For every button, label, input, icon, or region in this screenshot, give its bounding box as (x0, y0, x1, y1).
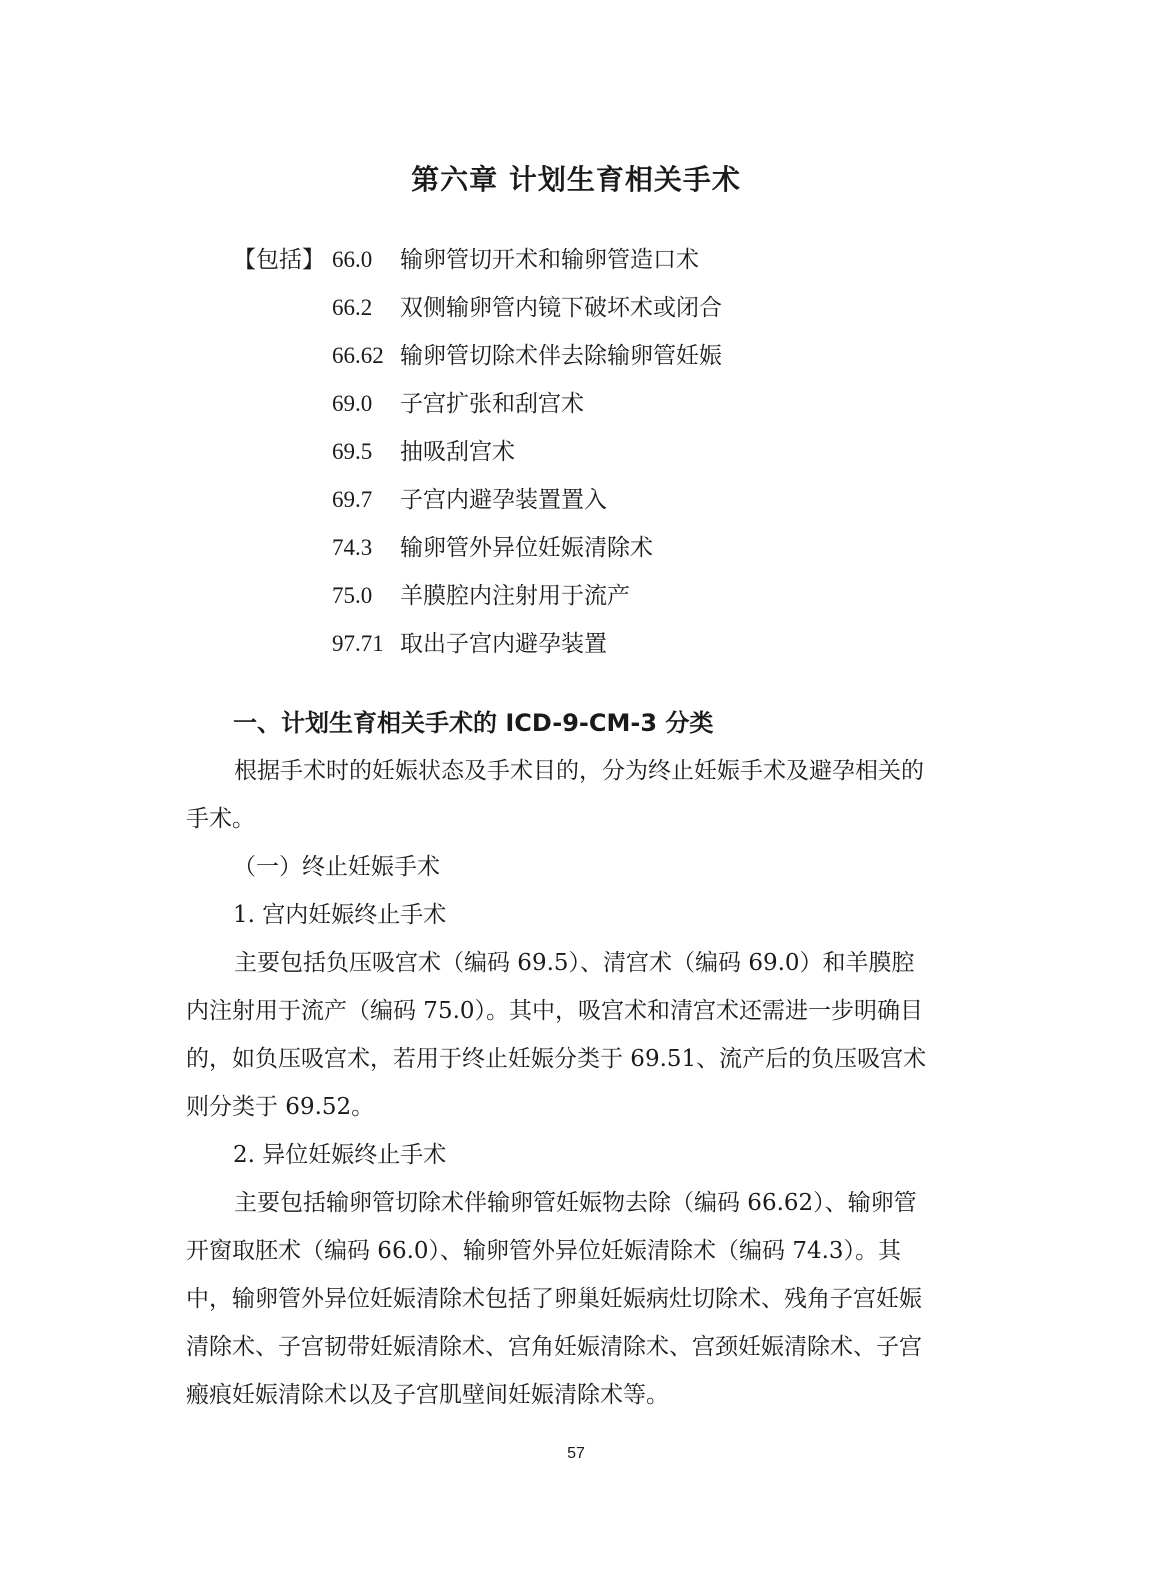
list-item (332, 380, 722, 428)
subsection-heading: （一）终止妊娠手术 (233, 854, 440, 880)
list-item (332, 284, 722, 332)
item2-title: 2. 异位妊娠终止手术 (233, 1142, 447, 1168)
procedure-code: 66.62 (332, 343, 384, 368)
list-item (332, 476, 722, 524)
item1-title: 1. 宫内妊娠终止手术 (233, 902, 447, 928)
procedure-code: 66.0 (332, 247, 373, 272)
procedure-name: 子宫扩张和刮宫术 (400, 391, 584, 417)
item1-paragraph: 主要包括负压吸宫术（编码 69.5）、清宫术（编码 69.0）和羊膜腔内注射用于流产（编码 75.0）。其中，吸宫术和清宫术还需进一步明确目的，如负压吸宫术，若用于终止妊娠分类于 69.51、流产后的负压吸宫术则分类于 69.52。 (186, 950, 927, 1120)
list-item (332, 236, 722, 284)
procedure-name: 子宫内避孕装置置入 (400, 487, 607, 513)
section-heading: 一、计划生育相关手术的 ICD-9-CM-3 分类 (233, 709, 714, 737)
list-item (332, 428, 722, 476)
procedure-code: 74.3 (332, 535, 373, 560)
procedure-code: 75.0 (332, 583, 373, 608)
includes-label: 【包括】 (233, 247, 325, 273)
intro-paragraph: 根据手术时的妊娠状态及手术目的，分为终止妊娠手术及避孕相关的手术。 (186, 758, 924, 832)
procedure-name: 双侧输卵管内镜下破坏术或闭合 (400, 295, 722, 321)
procedure-name: 羊膜腔内注射用于流产 (400, 583, 630, 609)
list-item (332, 332, 722, 380)
procedure-code: 69.7 (332, 487, 373, 512)
page-number: 57 (567, 1445, 585, 1462)
chapter-title: 第六章 计划生育相关手术 (411, 163, 741, 196)
procedure-code: 69.0 (332, 391, 373, 416)
procedure-name: 取出子宫内避孕装置 (400, 631, 607, 657)
procedure-code: 69.5 (332, 439, 373, 464)
procedure-name: 输卵管切开术和输卵管造口术 (400, 247, 699, 273)
includes-list (332, 236, 722, 668)
procedure-name: 抽吸刮宫术 (400, 439, 515, 465)
procedure-code: 66.2 (332, 295, 373, 320)
list-item (332, 524, 722, 572)
list-item (332, 620, 722, 668)
procedure-code: 97.71 (332, 631, 384, 656)
list-item (332, 572, 722, 620)
procedure-name: 输卵管外异位妊娠清除术 (400, 535, 653, 561)
item2-paragraph: 主要包括输卵管切除术伴输卵管妊娠物去除（编码 66.62）、输卵管开窗取胚术（编码 66.0）、输卵管外异位妊娠清除术（编码 74.3）。其中，输卵管外异位妊娠清除术包括了卵巢妊娠病灶切除术、残角子宫妊娠清除术、子宫韧带妊娠清除术、宫角妊娠清除术、宫颈妊娠清除术、子宫瘢痕妊娠清除术以及子宫肌壁间妊娠清除术等。 (186, 1190, 922, 1408)
procedure-name: 输卵管切除术伴去除输卵管妊娠 (400, 343, 722, 369)
